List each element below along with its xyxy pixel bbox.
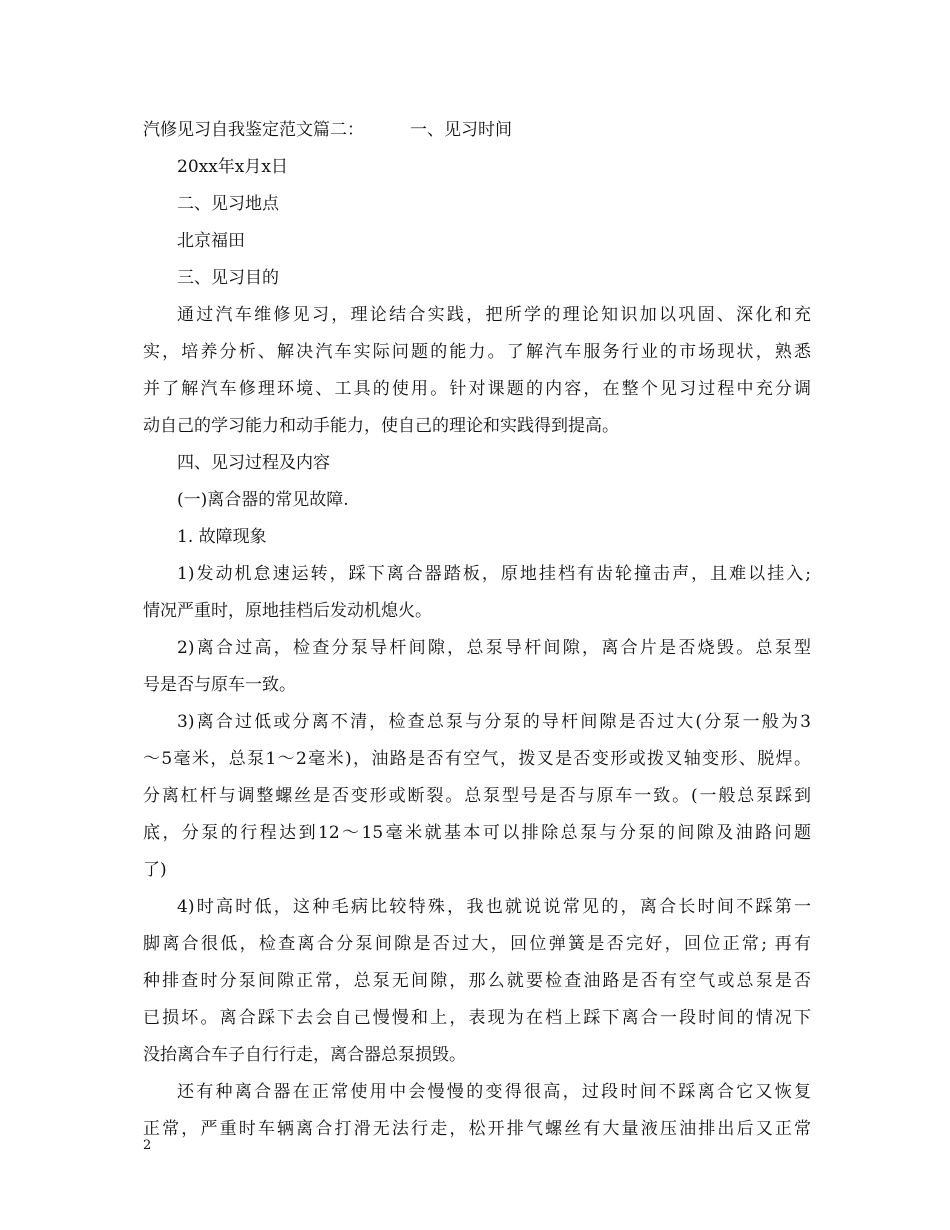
internship-location: 北京福田 [177, 231, 245, 251]
section4-title: 四、见习过程及内容 [177, 453, 330, 473]
paragraph-line: 并了解汽车修理环境、工具的使用。针对课题的内容，在整个见习过程中充分调 [143, 379, 811, 399]
subsection1-title: (一)离合器的常见故障. [177, 490, 349, 510]
paragraph-line: ～5毫米，总泵1～2毫米)，油路是否有空气，拨叉是否变形或拨叉轴变形、脱焊。 [143, 749, 811, 769]
paragraph-line: 种排查时分泵间隙正常，总泵无间隙，那么就要检查油路是否有空气或总泵是否 [143, 971, 811, 991]
item1-title: 1. 故障现象 [177, 527, 267, 547]
fault-paragraph-3 [143, 704, 811, 889]
paragraph-line: 2)离合过高，检查分泵导杆间隙，总泵导杆间隙，离合片是否烧毁。总泵型 [177, 638, 811, 658]
document-title: 汽修见习自我鉴定范文篇二： [143, 120, 364, 140]
paragraph-line: 了) [143, 860, 167, 880]
page-number: 2 [143, 1138, 152, 1153]
paragraph-line: 动自己的学习能力和动手能力，使自己的理论和实践得到提高。 [143, 416, 619, 436]
paragraph-line: 分离杠杆与调整螺丝是否变形或断裂。总泵型号是否与原车一致。(一般总泵踩到 [143, 786, 811, 806]
document-body [143, 112, 811, 1148]
fault-paragraph-5 [143, 1074, 811, 1148]
paragraph-line: 没抬离合车子自行行走，离合器总泵损毁。 [143, 1045, 466, 1065]
fault-paragraph-4 [143, 889, 811, 1074]
internship-date: 20xx年x月x日 [177, 157, 288, 177]
paragraph-line: 脚离合很低，检查离合分泵间隙是否过大，回位弹簧是否完好，回位正常; 再有 [143, 934, 811, 954]
paragraph-line: 4)时高时低，这种毛病比较特殊，我也就说说常见的，离合长时间不踩第一 [177, 897, 811, 917]
paragraph-line: 实，培养分析、解决汽车实际问题的能力。了解汽车服务行业的市场现状，熟悉 [143, 342, 811, 362]
paragraph-line: 已损坏。离合踩下去会自己慢慢和上，表现为在档上踩下离合一段时间的情况下 [143, 1008, 811, 1028]
paragraph-line: 底，分泵的行程达到12～15毫米就基本可以排除总泵与分泵的间隙及油路问题 [143, 823, 811, 843]
document-heading [143, 112, 811, 149]
purpose-paragraph [143, 297, 811, 445]
paragraph-line: 3)离合过低或分离不清，检查总泵与分泵的导杆间隙是否过大(分泵一般为3 [177, 712, 811, 732]
paragraph-line: 通过汽车维修见习，理论结合实践，把所学的理论知识加以巩固、深化和充 [177, 305, 811, 325]
section2-title: 二、见习地点 [177, 194, 279, 214]
paragraph-line: 正常，严重时车辆离合打滑无法行走，松开排气螺丝有大量液压油排出后又正常 [143, 1119, 811, 1139]
paragraph-line: 1)发动机怠速运转，踩下离合器踏板，原地挂档有齿轮撞击声，且难以挂入; [177, 564, 811, 584]
fault-paragraph-1 [143, 556, 811, 630]
section1-title: 一、见习时间 [410, 120, 512, 140]
section3-title: 三、见习目的 [177, 268, 279, 288]
paragraph-line: 情况严重时，原地挂档后发动机熄火。 [143, 601, 432, 621]
fault-paragraph-2 [143, 630, 811, 704]
paragraph-line: 号是否与原车一致。 [143, 675, 296, 695]
paragraph-line: 还有种离合器在正常使用中会慢慢的变得很高，过段时间不踩离合它又恢复 [177, 1082, 811, 1102]
